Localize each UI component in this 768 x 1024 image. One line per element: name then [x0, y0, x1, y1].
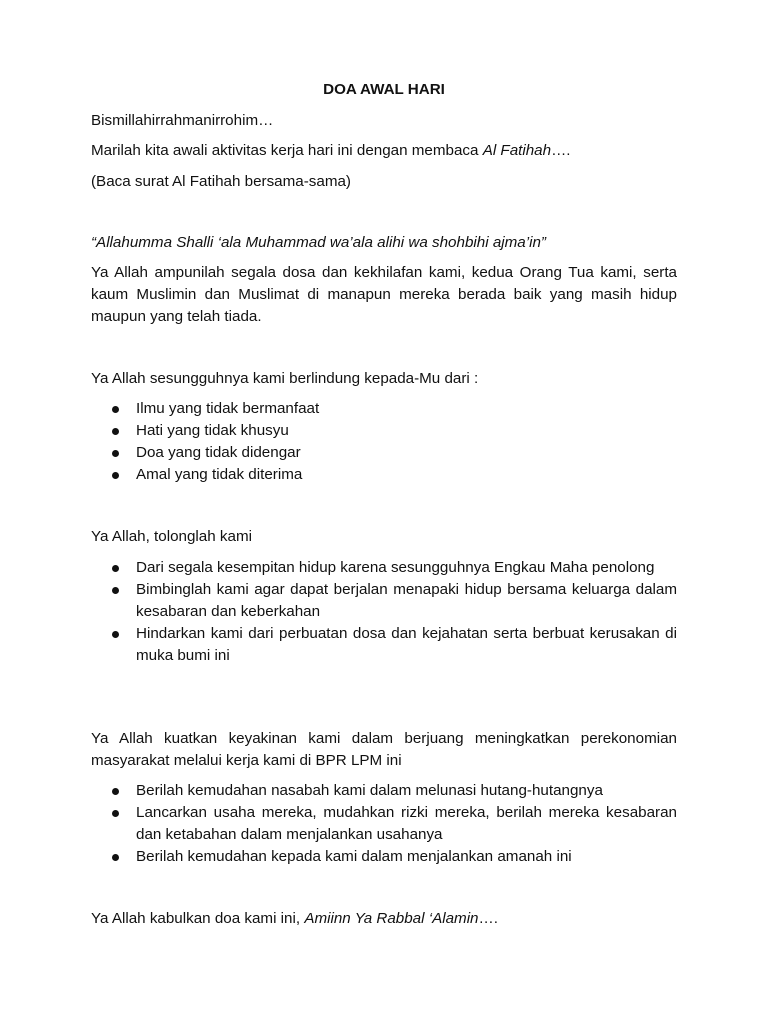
- opening-line: [91, 140, 677, 162]
- list-item: Dari segala kesempitan hidup karena sesungguhnya Engkau Maha penolong: [91, 557, 677, 579]
- list-item: Berilah kemudahan kepada kami dalam menjalankan amanah ini: [91, 846, 677, 868]
- help-list: [91, 557, 677, 667]
- document-title: DOA AWAL HARI: [323, 81, 445, 98]
- list-item: Berilah kemudahan nasabah kami dalam melunasi hutang-hutangnya: [91, 780, 677, 802]
- list-item: Lancarkan usaha mereka, mudahkan rizki mereka, berilah mereka kesabaran dan ketabahan dalam menjalankan usahanya: [91, 802, 677, 846]
- opening-italic: Al Fatihah: [482, 142, 552, 159]
- bullet-icon: [112, 854, 119, 861]
- list-item: Bimbinglah kami agar dapat berjalan menapaki hidup bersama keluarga dalam kesabaran dan keberkahan: [91, 579, 677, 623]
- bullet-icon: [112, 587, 119, 594]
- bullet-icon: [112, 472, 119, 479]
- bullet-icon: [112, 810, 119, 817]
- help-heading: Ya Allah, tolonglah kami: [91, 528, 252, 545]
- closing-line: [91, 908, 677, 930]
- bullet-icon: [112, 406, 119, 413]
- list-item: Hindarkan kami dari perbuatan dosa dan kejahatan serta berbuat kerusakan di muka bumi ini: [91, 623, 677, 667]
- bismillah-line: Bismillahirrahmanirrohim…: [91, 112, 274, 129]
- closing-text: Ya Allah kabulkan doa kami ini,: [91, 910, 305, 927]
- list-item: Ilmu yang tidak bermanfaat: [91, 398, 677, 420]
- bullet-icon: [112, 428, 119, 435]
- strength-heading: Ya Allah kuatkan keyakinan kami dalam berjuang meningkatkan perekonomian masyarakat melalui kerja kami di BPR LPM ini: [91, 730, 677, 769]
- list-item: Hati yang tidak khusyu: [91, 420, 677, 442]
- refuge-list: [91, 398, 677, 486]
- refuge-heading: Ya Allah sesungguhnya kami berlindung kepada-Mu dari :: [91, 370, 479, 387]
- bullet-icon: [112, 565, 119, 572]
- closing-ellipsis: ….: [478, 910, 498, 927]
- list-item: Doa yang tidak didengar: [91, 442, 677, 464]
- instruction-line: (Baca surat Al Fatihah bersama-sama): [91, 173, 351, 190]
- forgiveness-paragraph: Ya Allah ampunilah segala dosa dan kekhilafan kami, kedua Orang Tua kami, serta kaum Muslimin dan Muslimat di manapun mereka berada baik yang masih hidup maupun yang telah tiada.: [91, 264, 677, 325]
- bullet-icon: [112, 788, 119, 795]
- opening-ellipsis: ….: [551, 142, 571, 159]
- bullet-icon: [112, 631, 119, 638]
- strength-list: [91, 780, 677, 868]
- shalawat-line: “Allahumma Shalli ‘ala Muhammad wa’ala alihi wa shohbihi ajma’in”: [91, 234, 546, 251]
- opening-text: Marilah kita awali aktivitas kerja hari ini dengan membaca: [91, 142, 483, 159]
- list-item: Amal yang tidak diterima: [91, 464, 677, 486]
- bullet-icon: [112, 450, 119, 457]
- closing-italic: Amiinn Ya Rabbal ‘Alamin: [304, 910, 479, 927]
